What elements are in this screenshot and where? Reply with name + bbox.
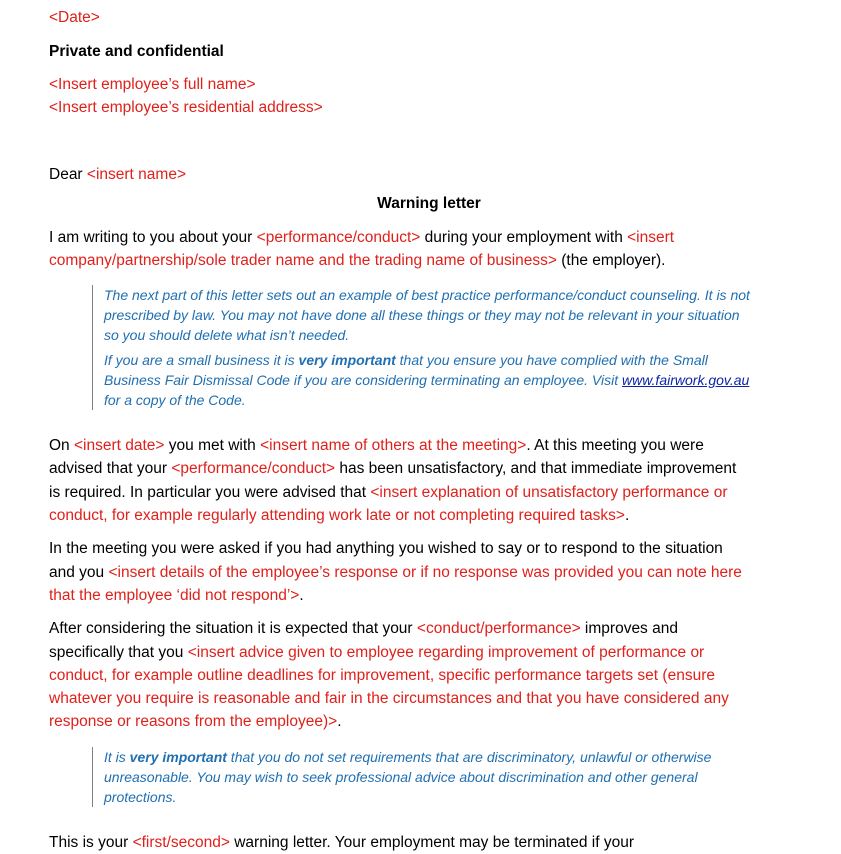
text-span: advised that your: [49, 460, 172, 477]
employee-address-placeholder: <Insert employee’s residential address>: [49, 99, 323, 116]
text-span: This is your: [49, 834, 133, 851]
placeholder-span: <conduct/performance>: [416, 620, 581, 637]
placeholder-span: <insert name of others at the meeting>: [260, 437, 527, 454]
paragraph-line: [49, 481, 728, 504]
emphasis-text: very important: [298, 352, 396, 368]
paragraph-line: [49, 584, 304, 607]
note-line: unreasonable. You may wish to seek professional advice about discrimination and other general: [104, 769, 698, 785]
text-span: improves and: [580, 620, 678, 637]
salutation-name-placeholder: <insert name>: [86, 166, 186, 183]
text-span: .: [337, 713, 342, 730]
text-span: (the employer).: [556, 252, 666, 269]
placeholder-span: response or reasons from the employee)>: [49, 713, 338, 730]
paragraph-line: [49, 617, 678, 640]
text-span: during your employment with: [420, 229, 628, 246]
text-span: has been unsatisfactory, and that immediate improvement: [335, 460, 737, 477]
salutation: [49, 163, 186, 186]
guidance-note-best-practice: [92, 285, 824, 410]
note-line: so you should delete what isn’t needed.: [104, 327, 350, 343]
text-span: After considering the situation it is expected that your: [49, 620, 417, 637]
note-line: [104, 350, 824, 370]
paragraph-line: [49, 710, 342, 733]
text-span: and you: [49, 564, 109, 581]
placeholder-span: that the employee ‘did not respond’>: [49, 587, 300, 604]
note-line: for a copy of the Code.: [104, 392, 246, 408]
fairwork-link[interactable]: www.fairwork.gov.au: [621, 372, 750, 388]
note-line: [104, 747, 824, 767]
placeholder-span: <performance/conduct>: [171, 460, 336, 477]
placeholder-span: conduct, for example regularly attending work late or not completing required tasks>: [49, 507, 625, 524]
paragraph-line: In the meeting you were asked if you had anything you wished to say or to respond to the situation: [49, 540, 723, 557]
paragraph-line: [49, 561, 742, 584]
text-span: that you ensure you have complied with the Small: [395, 352, 708, 368]
paragraph-line: whatever you require is reasonable and fair in the circumstances and that you have considered any: [49, 690, 729, 707]
placeholder-span: <performance/conduct>: [256, 229, 421, 246]
paragraph-warning-count: [49, 831, 634, 854]
placeholder-span: <insert details of the employee’s response or if no response was provided you can note here: [108, 564, 742, 581]
text-span: warning letter. Your employment may be terminated if your: [229, 834, 634, 851]
placeholder-span: <insert advice given to employee regarding improvement of performance or: [187, 644, 705, 661]
placeholder-span: <first/second>: [132, 834, 230, 851]
placeholder-span: <insert date>: [73, 437, 165, 454]
placeholder-span: <insert: [627, 229, 675, 246]
paragraph-line: [49, 249, 665, 272]
date-placeholder: <Date>: [49, 9, 100, 26]
placeholder-span: company/partnership/sole trader name and the trading name of business>: [49, 252, 557, 269]
paragraph-line: [49, 457, 736, 480]
placeholder-span: <insert explanation of unsatisfactory performance or: [370, 484, 728, 501]
confidential-heading: Private and confidential: [49, 43, 224, 60]
text-span: .: [624, 507, 630, 524]
text-span: that you do not set requirements that are discriminatory, unlawful or otherwise: [226, 749, 712, 765]
guidance-note-discrimination: [92, 747, 824, 807]
paragraph-line: [49, 641, 704, 664]
text-span: .: [299, 587, 304, 604]
note-line: The next part of this letter sets out an example of best practice performance/conduct counseling. It is not: [104, 287, 750, 303]
note-line: prescribed by law. You may not have done all these things or they may not be relevant in your situation: [104, 307, 740, 323]
paragraph-line: [49, 434, 704, 457]
salutation-dear: Dear: [49, 166, 87, 183]
paragraph-line: [49, 504, 629, 527]
text-span: you met with: [164, 437, 261, 454]
paragraph-line: [49, 226, 674, 249]
text-span: Business Fair Dismissal Code if you are considering terminating an employee. Visit: [104, 372, 622, 388]
text-span: is required. In particular you were advised that: [49, 484, 371, 501]
note-line: [104, 370, 824, 390]
text-span: specifically that you: [49, 644, 188, 661]
text-span: On: [49, 437, 74, 454]
text-span: I am writing to you about your: [49, 229, 257, 246]
paragraph-line: conduct, for example outline deadlines for improvement, specific performance targets set (ensure: [49, 667, 715, 684]
text-span: . At this meeting you were: [526, 437, 704, 454]
emphasis-text: very important: [129, 749, 227, 765]
text-span: If you are a small business it is: [104, 352, 299, 368]
employee-name-placeholder: <Insert employee’s full name>: [49, 76, 256, 93]
letter-title: Warning letter: [377, 195, 481, 212]
note-line: protections.: [104, 789, 177, 805]
text-span: It is: [104, 749, 130, 765]
